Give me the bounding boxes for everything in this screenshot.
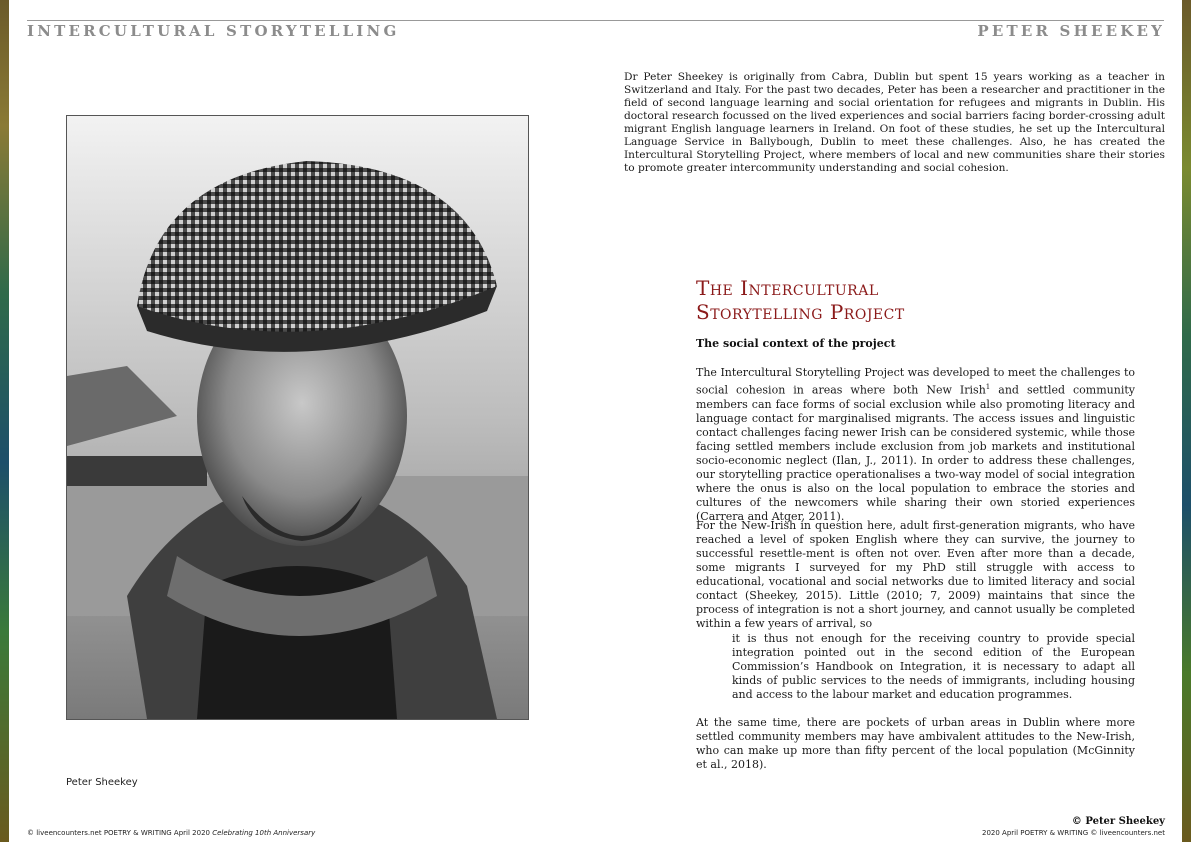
- decorative-right-border: [1182, 0, 1191, 842]
- footer-left: [27, 829, 315, 837]
- header-rule: [27, 20, 1164, 21]
- author-bio: Dr Peter Sheekey is originally from Cabra, Dublin but spent 15 years working as a teacher in Switzerland and Italy. For the past two decades, Peter has been a researcher and practitioner in the field of second language learning and social orientation for refugees and migrants in Dublin. His doctoral research focussed on the lived experiences and social barriers facing border-crossing adult migrant English language learners in Ireland. On foot of these studies, he set up the Intercultural Language Service in Ballybough, Dublin to meet these challenges. Also, he has created the Intercultural Storytelling Project, where members of local and new communities share their stories to promote greater intercommunity understanding and social cohesion.: [624, 71, 1165, 174]
- decorative-left-border: [0, 0, 9, 842]
- body-paragraph-2: For the New-Irish in question here, adult first-generation migrants, who have reached a level of spoken English where they can survive, the journey to successful resettle-ment is often not over. Even after more than a decade, some migrants I surveyed for my PhD still struggle with access to educational, vocational and social networks due to limited literacy and social contact (Sheekey, 2015). Little (2010; 7, 2009) maintains that since the process of integration is not a short journey, and cannot usually be completed within a few years of arrival, so: [696, 519, 1135, 630]
- section-title-line-2: Storytelling Project: [696, 300, 905, 324]
- footer-right: 2020 April POETRY & WRITING © liveencounters.net: [982, 829, 1165, 837]
- photo-caption: Peter Sheekey: [66, 777, 138, 788]
- author-photo: [66, 115, 529, 720]
- section-title: [696, 276, 905, 324]
- author-portrait-image: [67, 116, 528, 719]
- footer-left-text: © liveencounters.net POETRY & WRITING April 2020: [27, 829, 213, 837]
- body-paragraph-1: [696, 366, 1135, 524]
- footer-anniversary: Celebrating 10th Anniversary: [212, 829, 316, 837]
- copyright-notice: © Peter Sheekey: [1071, 816, 1165, 827]
- body-paragraph-3: At the same time, there are pockets of urban areas in Dublin where more settled community members may have ambivalent attitudes to the New-Irish, who can make up more than fifty percent of the local population (McGinnity et al., 2018).: [696, 716, 1135, 771]
- header-left-title: INTERCULTURAL STORYTELLING: [27, 22, 400, 40]
- block-quote: it is thus not enough for the receiving country to provide special integration pointed out in the second edition of the European Commission’s Handbook on Integration, it is necessary to adapt all kinds of public services to the needs of immigrants, including housing and access to the labour market and education programmes.: [732, 632, 1135, 701]
- footnote-marker: 1: [985, 383, 991, 391]
- section-subheading: The social context of the project: [696, 337, 896, 350]
- paragraph-1-text-b: and settled community members can face forms of social exclusion while also promoting literacy and language contact for marginalised migrants. The access issues and linguistic contact challenges facing newer Irish can be considered systemic, while those facing settled members include exclusion from job markets and institutional socio-economic neglect (Ilan, J., 2011). In order to address these challenges, our storytelling practice operationalises a two-way model of social integration where the onus is also on the local population to embrace the stories and cultures of the newcomers while sharing their own storied experiences (Carrera and Atger, 2011).: [696, 383, 1135, 523]
- header-right-title: PETER SHEEKEY: [977, 22, 1165, 40]
- paragraph-1-text-a: The Intercultural Storytelling Project was developed to meet the challenges to social cohesion in areas where both New Irish: [696, 366, 1135, 397]
- section-title-line-1: The Intercultural: [696, 276, 879, 300]
